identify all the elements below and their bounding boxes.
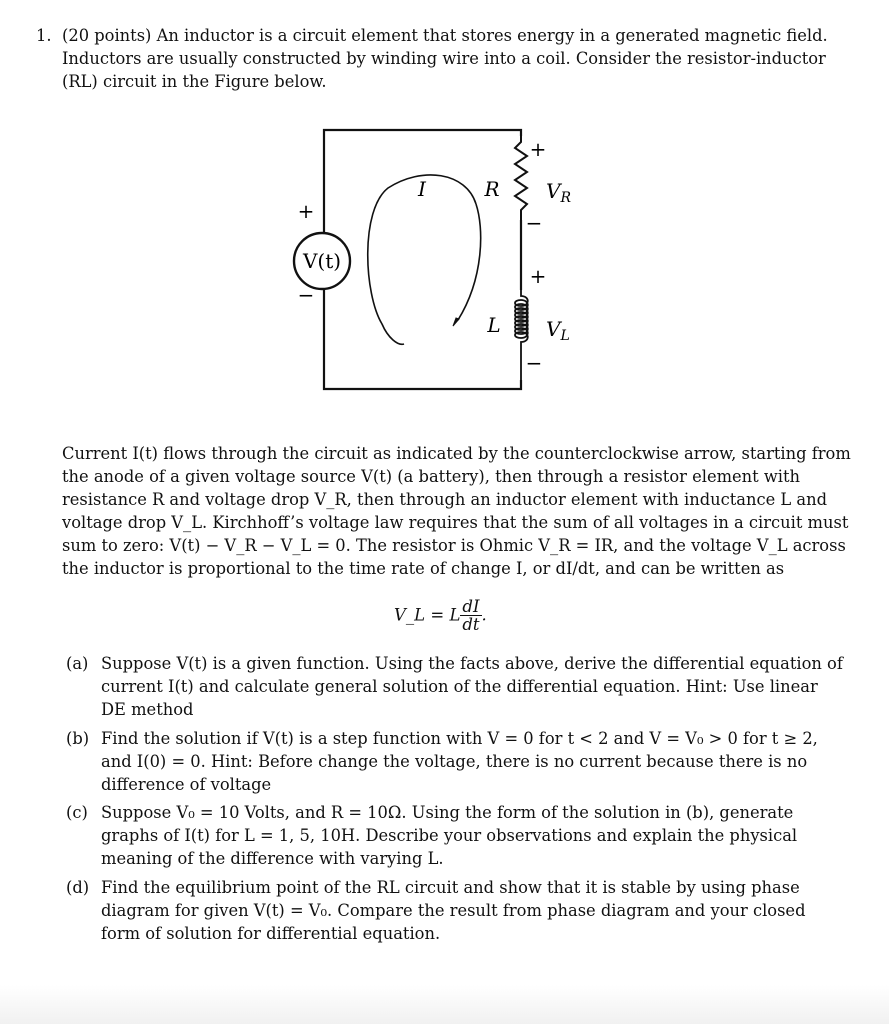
- part-label: (c): [66, 803, 88, 822]
- part-body: [101, 727, 818, 796]
- part-body: [101, 801, 814, 870]
- part-line: current I(t) and calculate general solution of the differential equation. Hint: Use linear: [101, 677, 818, 696]
- resistor-symbol: [515, 136, 527, 220]
- part-line: Find the equilibrium point of the RL circuit and show that it is stable by using phase: [101, 878, 800, 897]
- source-plus-sign: +: [297, 199, 315, 223]
- source-minus-sign: −: [297, 283, 315, 307]
- problem-intro: [62, 24, 828, 93]
- current-label: I: [418, 177, 426, 201]
- part-label: (b): [66, 729, 90, 748]
- resistor-voltage-subscript: R: [560, 190, 571, 206]
- current-direction-arrow: [458, 204, 481, 320]
- source-label: V(t): [302, 249, 342, 273]
- intro-line: Inductors are usually constructed by winding wire into a coil. Consider the resistor-inductor: [62, 49, 826, 68]
- description-line: sum to zero: V(t) − V_R − V_L = 0. The resistor is Ohmic V_R = IR, and the voltage V_L across: [62, 536, 846, 555]
- resistor-voltage-label: [546, 179, 571, 206]
- description-line: voltage drop V_L. Kirchhoff’s voltage law requires that the sum of all voltages in a circuit must: [62, 513, 849, 532]
- part-line: form of solution for differential equation.: [101, 924, 441, 943]
- part-line: Suppose V(t) is a given function. Using the facts above, derive the differential equation of: [101, 654, 843, 673]
- equation-lhs: V_L = L: [394, 605, 461, 625]
- page-bottom-shadow: [0, 985, 889, 1024]
- rl-circuit-figure: [280, 118, 620, 398]
- problem-number: 1.: [36, 26, 52, 45]
- circuit-description: [62, 442, 851, 580]
- inductor-voltage-subscript: L: [560, 328, 570, 344]
- intro-line: (RL) circuit in the Figure below.: [62, 72, 327, 91]
- inductor-voltage-symbol: V: [546, 317, 561, 341]
- resistor-minus-sign: −: [525, 211, 543, 235]
- part-label: (a): [66, 654, 89, 673]
- description-line: Current I(t) flows through the circuit as indicated by the counterclockwise arrow, starting from: [62, 444, 851, 463]
- inductor-minus-sign: −: [525, 351, 543, 375]
- resistor-voltage-symbol: V: [546, 179, 561, 203]
- inductor-voltage-equation: [394, 598, 487, 634]
- part-line: DE method: [101, 700, 194, 719]
- description-line: the anode of a given voltage source V(t) (a battery), then through a resistor element with: [62, 467, 801, 486]
- description-line: resistance R and voltage drop V_R, then through an inductor element with inductance L and: [62, 490, 828, 509]
- description-line: the inductor is proportional to the time rate of change I, or dI/dt, and can be written as: [62, 559, 785, 578]
- part-label: (d): [66, 878, 90, 897]
- part-body: [101, 876, 814, 945]
- part-body: [101, 652, 843, 721]
- inductor-plus-sign: +: [529, 264, 547, 288]
- resistor-plus-sign: +: [529, 137, 547, 161]
- equation-denominator: dt: [462, 615, 480, 634]
- part-line: diagram for given V(t) = V₀. Compare the result from phase diagram and your closed: [101, 901, 806, 920]
- part-line: meaning of the difference with varying L.: [101, 849, 444, 868]
- inductor-label: L: [487, 313, 501, 337]
- part-line: difference of voltage: [101, 775, 272, 794]
- part-line: and I(0) = 0. Hint: Before change the voltage, there is no current because there is no: [101, 752, 808, 771]
- equation-numerator: dI: [462, 597, 480, 616]
- resistor-label: R: [484, 177, 500, 201]
- part-line: graphs of I(t) for L = 1, 5, 10H. Describe your observations and explain the physical: [101, 826, 798, 845]
- equation-fraction: [460, 598, 481, 634]
- intro-line: (20 points) An inductor is a circuit element that stores energy in a generated magnetic field.: [62, 26, 828, 45]
- part-line: Find the solution if V(t) is a step function with V = 0 for t < 2 and V = V₀ > 0 for t ≥ 2,: [101, 729, 818, 748]
- inductor-voltage-label: [546, 317, 570, 344]
- equation-trail: .: [481, 605, 487, 625]
- part-line: Suppose V₀ = 10 Volts, and R = 10Ω. Using the form of the solution in (b), generate: [101, 803, 794, 822]
